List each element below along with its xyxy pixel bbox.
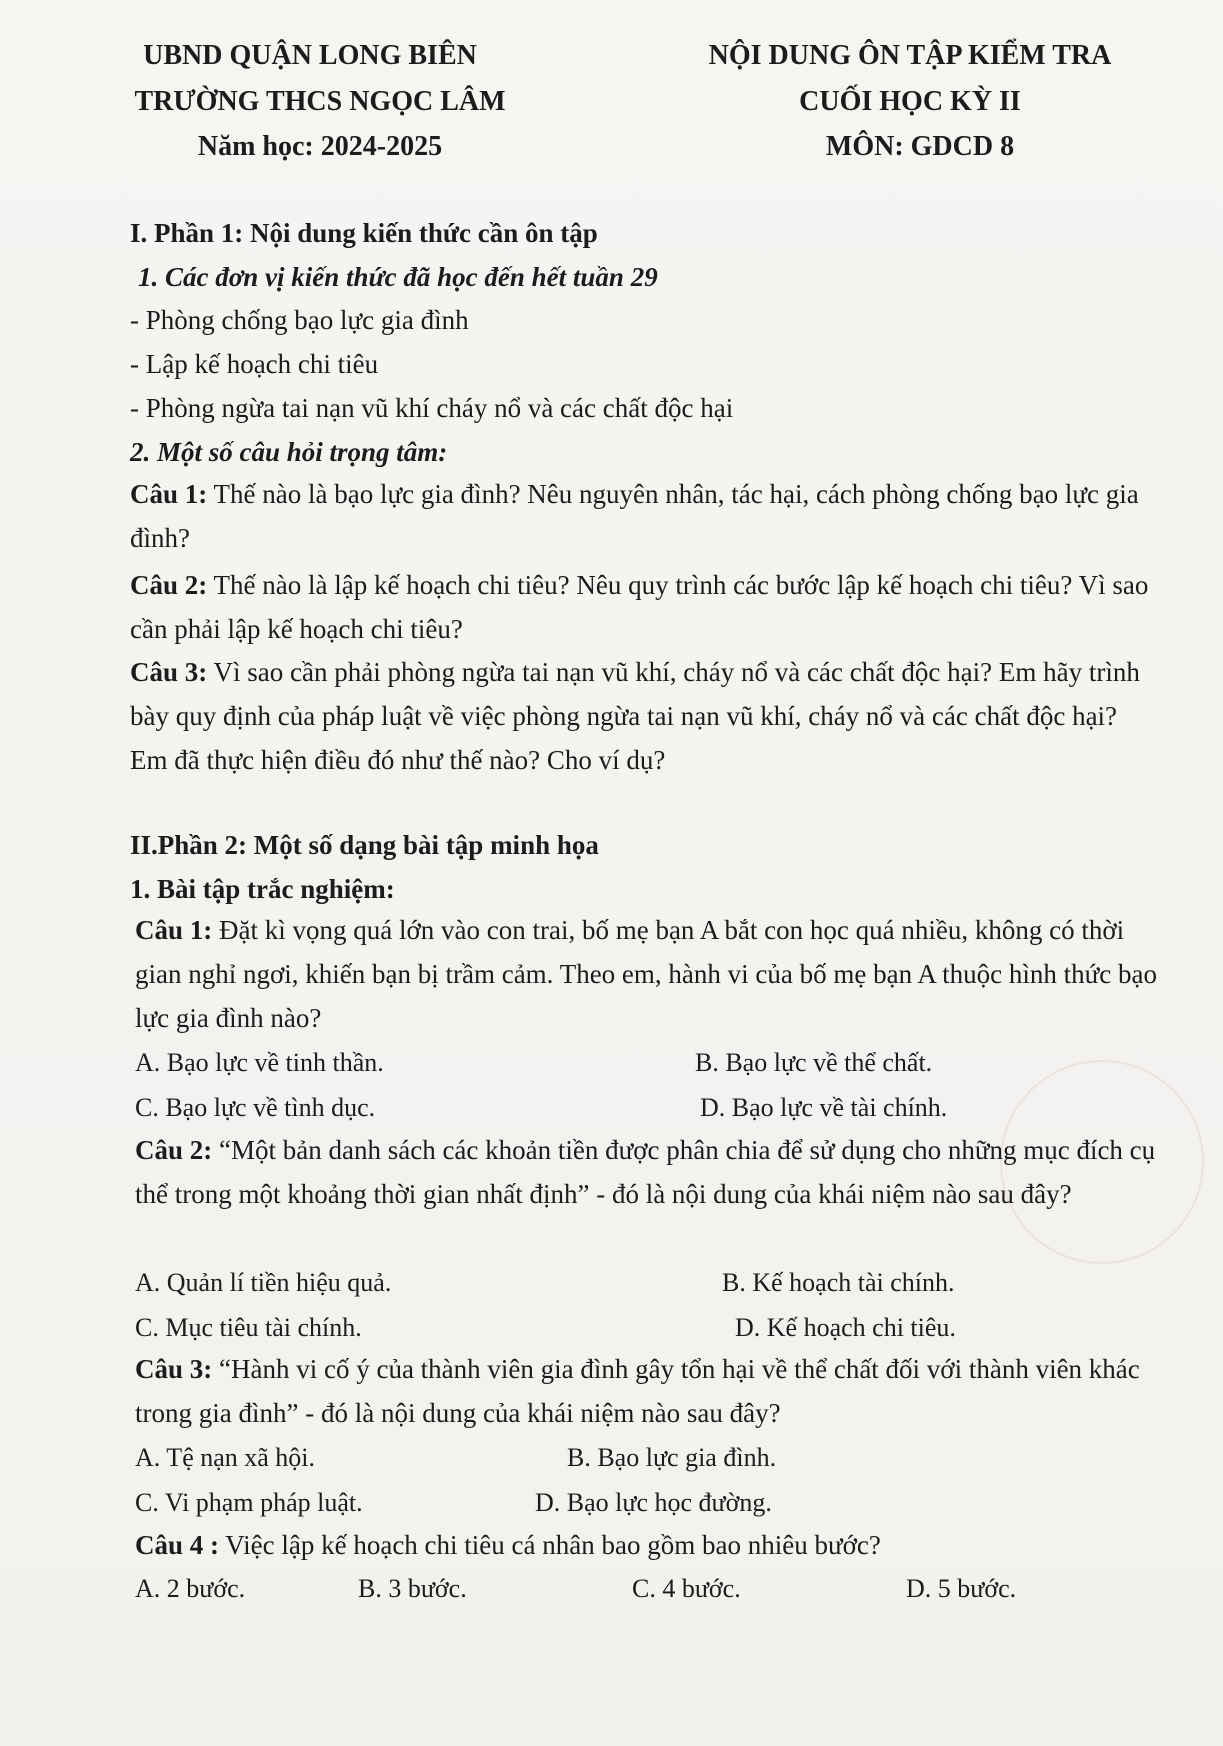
mcq-question (135, 1128, 1160, 1216)
mcq-question (135, 908, 1160, 1040)
header-left-line1: UBND QUẬN LONG BIÊN (143, 40, 477, 71)
header-left-line3: Năm học: 2024-2025 (197, 131, 443, 162)
question-text: Đặt kì vọng quá lớn vào con trai, bố mẹ bạn A bắt con học quá nhiều, không có thời gian nghỉ ngơi, khiến bạn bị trầm cảm. Theo em, hành vi của bố mẹ bạn A thuộc hình thức bạo lực gia đình nào? (135, 915, 1157, 1033)
part1-sub1-title: 1. Các đơn vị kiến thức đã học đến hết tuần 29 (138, 262, 658, 292)
mcq-option: A. Tệ nạn xã hội. (135, 1443, 316, 1472)
question-label: Câu 2: (135, 1135, 213, 1165)
mcq-option: C. Mục tiêu tài chính. (135, 1313, 362, 1342)
mcq-option: D. 5 bước. (906, 1574, 1017, 1603)
mcq-question (135, 1530, 881, 1561)
mcq-option: C. 4 bước. (632, 1574, 741, 1603)
header-left-line2: TRƯỜNG THCS NGỌC LÂM (134, 86, 506, 117)
header-right-line2: CUỐI HỌC KỲ II (799, 86, 1021, 117)
header-right-line1: NỘI DUNG ÔN TẬP KIỂM TRA (708, 40, 1112, 71)
key-question (130, 650, 1160, 782)
mcq-option: B. Kế hoạch tài chính. (722, 1268, 955, 1297)
question-text: Thế nào là bạo lực gia đình? Nêu nguyên nhân, tác hại, cách phòng chống bạo lực gia đình? (130, 479, 1139, 553)
mcq-option: D. Bạo lực học đường. (535, 1488, 772, 1517)
mcq-option: D. Kế hoạch chi tiêu. (735, 1313, 956, 1342)
mcq-option: A. Quản lí tiền hiệu quả. (135, 1268, 392, 1297)
question-text: Vì sao cần phải phòng ngừa tai nạn vũ khí, cháy nổ và các chất độc hại? Em hãy trình bày quy định của pháp luật về việc phòng ngừa tai nạn vũ khí, cháy nổ và các chất độc hại? Em đã thực hiện điều đó như thế nào? Cho ví dụ? (130, 657, 1140, 775)
question-text: Thế nào là lập kế hoạch chi tiêu? Nêu quy trình các bước lập kế hoạch chi tiêu? Vì sao cần phải lập kế hoạch chi tiêu? (130, 570, 1149, 644)
question-text: Việc lập kế hoạch chi tiêu cá nhân bao gồm bao nhiêu bước? (219, 1530, 881, 1560)
mcq-question (135, 1347, 1160, 1435)
question-label: Câu 1: (130, 479, 208, 509)
question-label: Câu 3: (135, 1354, 213, 1384)
question-label: Câu 1: (135, 915, 213, 945)
mcq-option: B. Bạo lực gia đình. (567, 1443, 777, 1472)
part1-sub2-title: 2. Một số câu hỏi trọng tâm: (130, 437, 448, 467)
question-text: “Hành vi cố ý của thành viên gia đình gây tổn hại về thể chất đối với thành viên khác trong gia đình” - đó là nội dung của khái niệm nào sau đây? (135, 1354, 1140, 1428)
header-right-line3: MÔN: GDCD 8 (825, 131, 1015, 162)
key-question (130, 563, 1150, 651)
part1-title: I. Phần 1: Nội dung kiến thức cần ôn tập (130, 218, 598, 248)
mcq-option: A. 2 bước. (135, 1574, 246, 1603)
question-text: “Một bản danh sách các khoản tiền được phân chia để sử dụng cho những mục đích cụ thể trong một khoảng thời gian nhất định” - đó là nội dung của khái niệm nào sau đây? (135, 1135, 1156, 1209)
part2-title: II.Phần 2: Một số dạng bài tập minh họa (130, 830, 599, 860)
unit-item: - Phòng ngừa tai nạn vũ khí cháy nổ và các chất độc hại (130, 393, 734, 423)
mcq-option: B. 3 bước. (358, 1574, 467, 1603)
part2-sub1-title: 1. Bài tập trắc nghiệm: (130, 874, 395, 904)
question-label: Câu 3: (130, 657, 208, 687)
question-label: Câu 4 : (135, 1530, 220, 1560)
mcq-option: D. Bạo lực về tài chính. (700, 1093, 948, 1122)
mcq-option: A. Bạo lực về tinh thần. (135, 1048, 384, 1077)
unit-item: - Lập kế hoạch chi tiêu (130, 349, 379, 379)
unit-item: - Phòng chống bạo lực gia đình (130, 305, 469, 335)
key-question (130, 472, 1150, 560)
mcq-option: C. Vi phạm pháp luật. (135, 1488, 363, 1517)
question-label: Câu 2: (130, 570, 208, 600)
mcq-option: C. Bạo lực về tình dục. (135, 1093, 376, 1122)
mcq-option: B. Bạo lực về thể chất. (695, 1048, 933, 1077)
